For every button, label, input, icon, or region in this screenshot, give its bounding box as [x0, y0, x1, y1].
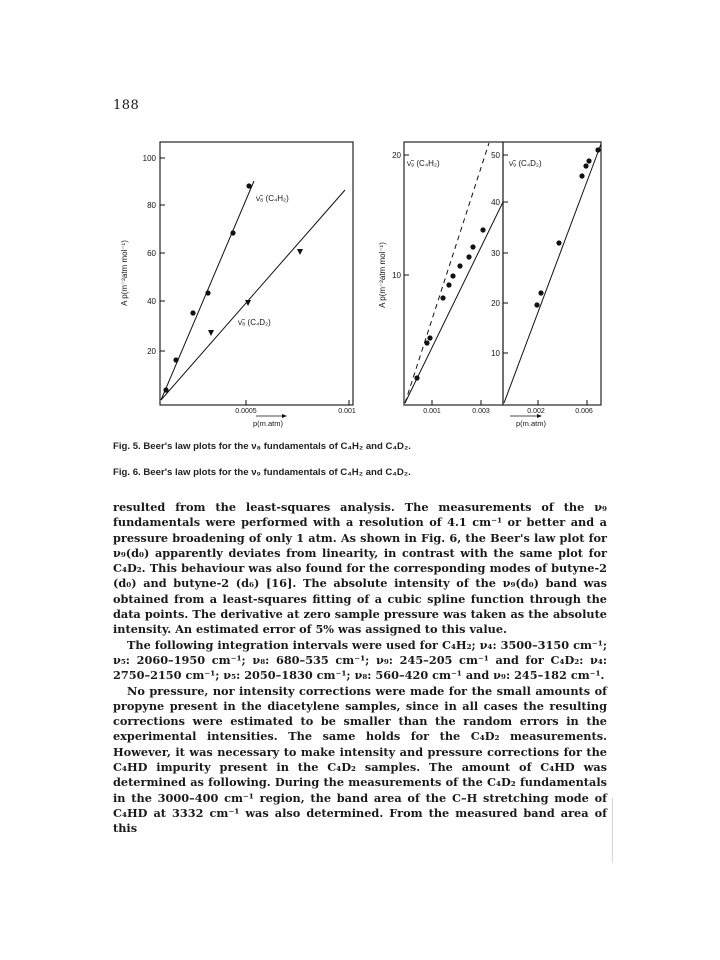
- fig6-series-label-c4h2: ν̃₉ (C₄H₂): [407, 159, 440, 168]
- paragraph-1: resulted from the least-squares analysis. The measurements of the ν₉ fundamentals were performed with a resolution of 4.1 cm⁻¹ or better and a pressure broadening of only 1 atm. As shown in Fig. 6, the Beer's law plot for ν₉(d₀) apparently deviates from linearity, in contrast with the same plot for C₄D₂. This behaviour was also found for the corresponding modes of butyne-2 (d₀) and butyne-2 (d₆) [16]. The absolute intensity of the ν₉(d₀) band was obtained from a least-squares fitting of a cubic spline function through the data points. The derivative at zero sample pressure was taken as the absolute intensity. An estimated error of 5% was assigned to this value.: [113, 500, 607, 637]
- fig5-series-label-c4h2: ν̃₈ (C₄H₂): [256, 194, 289, 203]
- page-edge-mark: [612, 798, 613, 863]
- fig5-y-ticks: [143, 154, 165, 356]
- fig5-ytick-label: 40: [147, 297, 156, 306]
- fig6-point-c4d2: [534, 302, 539, 307]
- fig6-y-axis-label: A p(m⁻²atm mol⁻¹): [378, 242, 387, 308]
- fig6-point-c4d2: [579, 173, 584, 178]
- fig5-ytick-label: 60: [147, 249, 156, 258]
- fig5-point-c4d2: [297, 249, 303, 255]
- fig6-fit-line-c4d2: [504, 144, 601, 403]
- fig6-point-c4d2: [595, 147, 600, 152]
- paragraph-3: No pressure, nor intensity corrections were made for the small amounts of propyne present in the diacetylene samples, since in all cases the resulting corrections were estimated to be smaller than the random errors in the experimental intensities. The same holds for the C₄D₂ measurements. However, it was necessary to make intensity and pressure corrections for the C₄HD impurity present in the C₄D₂ samples. The amount of C₄HD was determined as following. During the measurements of the C₄D₂ fundamentals in the 3000–400 cm⁻¹ region, the band area of the C–H stretching mode of C₄HD at 3332 cm⁻¹ was also determined. From the measured band area of this: [113, 683, 607, 836]
- fig5-ytick-label: 20: [147, 347, 156, 356]
- fig5-point-c4h2: [173, 357, 178, 362]
- fig5-series-label-c4d2: ν̃₈ (C₄D₂): [238, 318, 271, 327]
- fig5-plot-frame: [160, 142, 353, 405]
- fig5-markers-c4h2: [163, 183, 251, 392]
- fig5-point-c4d2: [208, 330, 214, 336]
- fig5-ytick-label: 100: [142, 154, 156, 163]
- fig5-xtick-label: 0.001: [338, 408, 356, 415]
- figure-5-caption: Fig. 5. Beer's law plots for the ν₈ fundamentals of C₄H₂ and C₄D₂.: [113, 441, 411, 452]
- fig6-markers-c4h2: [414, 227, 485, 380]
- fig6-point-c4d2: [583, 163, 588, 168]
- fig5-x-axis-label-group: [253, 414, 287, 428]
- fig6-right-ytick-label: 40: [491, 198, 500, 207]
- fig6-point-c4h2: [427, 335, 432, 340]
- fig6-left-ytick-label: 10: [392, 271, 401, 280]
- fig6-series-label-c4d2: ν̃₉ (C₄D₂): [509, 159, 542, 168]
- fig5-x-axis-arrowhead: [282, 414, 287, 418]
- fig5-fit-line-c4d2: [161, 190, 345, 400]
- fig6-xtick-label: 0.006: [575, 408, 593, 415]
- fig5-point-c4h2: [190, 310, 195, 315]
- fig6-xtick-label: 0.002: [527, 408, 545, 415]
- fig6-point-c4h2: [446, 282, 451, 287]
- fig5-xtick-label: 0.0005: [235, 408, 257, 415]
- fig5-x-axis-label: p(m.atm): [253, 419, 283, 428]
- fig6-right-y-ticks: [491, 151, 508, 358]
- fig6-xtick-label: 0.001: [423, 408, 441, 415]
- body-text: [113, 500, 607, 837]
- fig6-x-axis-label-group: [510, 414, 547, 428]
- fig6-x-ticks: [423, 400, 593, 415]
- fig5-x-ticks: [235, 400, 356, 415]
- fig6-point-c4h2: [457, 263, 462, 268]
- fig6-right-ytick-label: 50: [491, 151, 500, 160]
- fig6-fit-line-c4h2-dashed: [405, 143, 489, 403]
- fig6-xtick-label: 0.003: [472, 408, 490, 415]
- fig6-right-ytick-label: 20: [491, 299, 500, 308]
- fig5-point-c4h2: [205, 290, 210, 295]
- fig6-right-ytick-label: 10: [491, 349, 500, 358]
- fig6-point-c4d2: [586, 158, 591, 163]
- figure-5-beer-law-nu8: [110, 135, 372, 435]
- fig6-point-c4d2: [556, 240, 561, 245]
- fig5-point-c4h2: [246, 183, 251, 188]
- fig5-point-c4h2: [230, 230, 235, 235]
- figure-6-beer-law-nu9: [377, 135, 619, 435]
- fig6-point-c4d2: [538, 290, 543, 295]
- fig6-right-ytick-label: 30: [491, 249, 500, 258]
- page-number: 188: [113, 98, 140, 113]
- fig5-ytick-label: 80: [147, 201, 156, 210]
- fig6-left-ytick-label: 20: [392, 151, 401, 160]
- fig6-point-c4h2: [466, 254, 471, 259]
- paragraph-2: The following integration intervals were used for C₄H₂; ν₄: 3500–3150 cm⁻¹; ν₅: 2060–1950 cm⁻¹; ν₈: 680–535 cm⁻¹; ν₉: 245–205 cm⁻¹ and for C₄D₂: ν₄: 2750–2150 cm⁻¹; ν₅: 2050–1830 cm⁻¹; ν₈: 560–420 cm⁻¹ and ν₉: 245–182 cm⁻¹.: [113, 637, 607, 683]
- fig6-x-axis-label: p(m.atm): [516, 419, 546, 428]
- fig5-y-axis-label: A p(m⁻²atm mol⁻¹): [120, 240, 129, 306]
- fig6-point-c4h2: [424, 340, 429, 345]
- fig6-point-c4h2: [414, 375, 419, 380]
- fig6-left-y-ticks: [392, 151, 409, 280]
- fig6-point-c4h2: [450, 273, 455, 278]
- fig6-fit-line-c4h2-solid: [405, 202, 503, 403]
- fig6-point-c4h2: [480, 227, 485, 232]
- fig6-point-c4h2: [440, 295, 445, 300]
- figure-6-caption: Fig. 6. Beer's law plots for the ν₉ fundamentals of C₄H₂ and C₄D₂.: [113, 467, 411, 478]
- fig5-point-c4h2: [163, 387, 168, 392]
- fig6-point-c4h2: [470, 244, 475, 249]
